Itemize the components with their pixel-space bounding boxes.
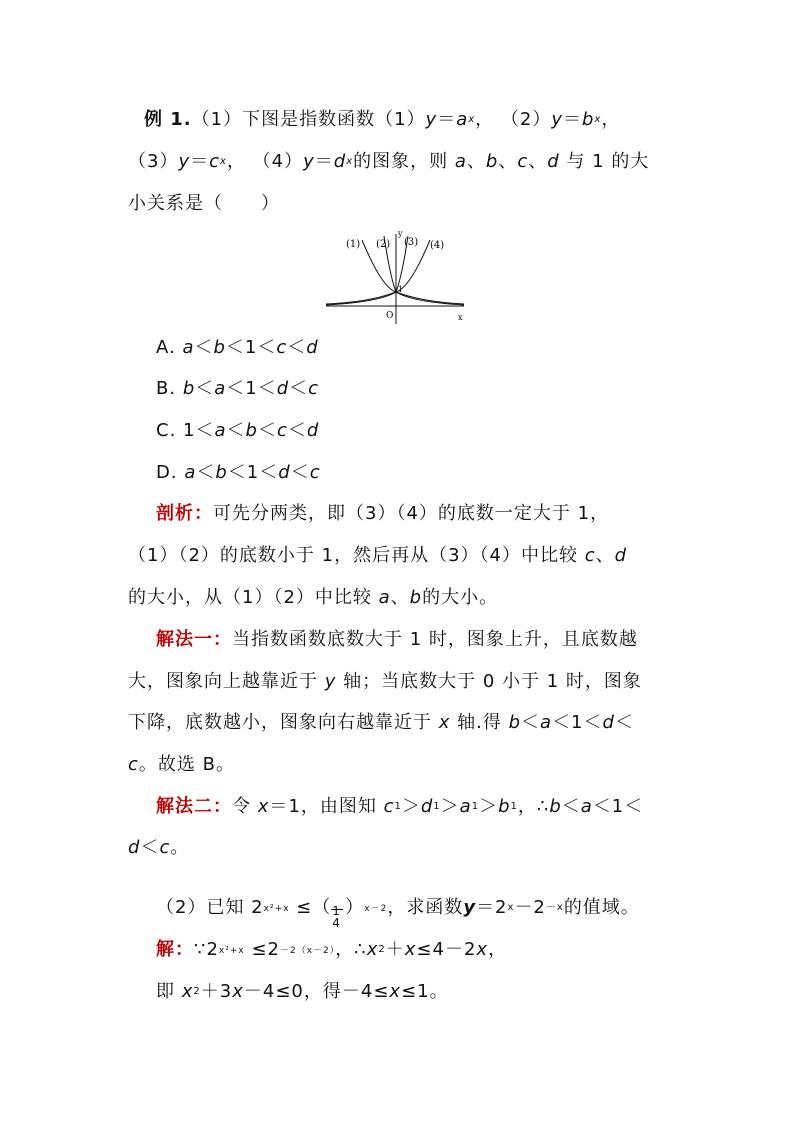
analysis-var-d: d bbox=[614, 545, 628, 566]
method1-text-3b: 轴.得 bbox=[457, 712, 502, 733]
item-1-func: y bbox=[425, 109, 438, 130]
analysis-line-1 bbox=[156, 500, 609, 528]
item-2-sep: ， bbox=[601, 109, 621, 130]
m2-term-0-exp: 1 bbox=[394, 801, 402, 812]
opt-b-t2: a bbox=[214, 378, 227, 399]
item-3-func: y bbox=[178, 151, 191, 172]
method1-text-2b: 轴；当底数大于 0 小于 1 时，图象 bbox=[343, 671, 642, 692]
q1-label: （1） bbox=[191, 109, 243, 130]
q2-nx: －x bbox=[545, 902, 564, 913]
m1-ineq-1: ＜ bbox=[521, 712, 541, 733]
var-c: c bbox=[517, 151, 529, 172]
method1-line-2 bbox=[128, 668, 642, 696]
opt-c-t2: ＜ bbox=[226, 420, 246, 441]
m2-line2-3: 。 bbox=[170, 837, 190, 858]
method1-text-2a: 大，图象向上越靠近于 bbox=[128, 671, 318, 692]
item-3-num: （3） bbox=[128, 151, 179, 172]
opt-c-t0: 1＜ bbox=[183, 420, 215, 441]
m2-term-2-base: a bbox=[459, 796, 472, 817]
analysis-line-2 bbox=[128, 542, 627, 570]
m2-line2-0: d bbox=[128, 837, 141, 858]
opt-b-t5: ＜ bbox=[289, 378, 309, 399]
option-b bbox=[156, 375, 319, 403]
opt-b-t0: b bbox=[182, 378, 196, 399]
origin-label: O bbox=[386, 311, 394, 321]
analysis-line-3 bbox=[128, 584, 498, 612]
var-d: d bbox=[547, 151, 560, 172]
solution-x: x bbox=[404, 939, 417, 960]
m2-ineq-1: ＜ bbox=[561, 796, 581, 817]
opt-b-t4: d bbox=[276, 378, 290, 399]
m2-term-0-op: ＞ bbox=[401, 796, 421, 817]
m2-ineq-0: b bbox=[549, 796, 562, 817]
q2-label: （2）已知 2 bbox=[156, 897, 264, 918]
method1-var-c: c bbox=[128, 754, 139, 775]
opt-c-t7: d bbox=[306, 420, 320, 441]
graph-label-4: (4) bbox=[430, 240, 445, 251]
solution-line2-x2: x bbox=[232, 981, 244, 1002]
method2-therefore: ，∴ bbox=[517, 796, 550, 817]
item-3-base: c bbox=[209, 151, 221, 172]
m2-term-0-base: c bbox=[383, 796, 395, 817]
method1-text-1: 当指数函数底数大于 1 时，图象上升，且底数越 bbox=[232, 629, 638, 650]
analysis-var-c: c bbox=[584, 545, 596, 566]
q2-tail: 的值域。 bbox=[563, 897, 640, 918]
m1-ineq-4: d bbox=[602, 712, 615, 733]
opt-c-t1: a bbox=[214, 420, 227, 441]
solution-comma: ， bbox=[488, 939, 508, 960]
method2-line-2 bbox=[128, 834, 189, 862]
method1-tail: 。故选 B。 bbox=[138, 754, 235, 775]
item-2-func: y bbox=[551, 109, 563, 130]
opt-d-t0: a bbox=[184, 462, 197, 483]
opt-a-t1: ＜ bbox=[194, 337, 214, 358]
opt-c-t5: c bbox=[276, 420, 288, 441]
q2-exp2: x－2 bbox=[364, 904, 388, 914]
item-2-exp: x bbox=[594, 114, 602, 125]
dun-1: 、 bbox=[466, 151, 486, 172]
m1-ineq-3: ＜1＜ bbox=[552, 712, 603, 733]
method2-line-1 bbox=[156, 793, 643, 824]
solution-line2-sq: 2 bbox=[193, 986, 201, 997]
item-4-func: y bbox=[303, 151, 315, 172]
q2-ex: x bbox=[507, 902, 515, 913]
opt-a-t5: ＜ bbox=[287, 337, 307, 358]
method2-eq1: ＝1，由图知 bbox=[269, 796, 377, 817]
graph-label-1: (1) bbox=[346, 239, 361, 250]
opt-d-t4: d bbox=[278, 462, 291, 483]
method2-var-x: x bbox=[257, 796, 270, 817]
q1-intro: 下图是指数函数 bbox=[242, 109, 376, 130]
analysis-dun-1: 、 bbox=[595, 545, 615, 566]
opt-c-t3: b bbox=[245, 420, 258, 441]
opt-b-t6: c bbox=[308, 378, 320, 399]
m2-ineq-2: a bbox=[580, 796, 593, 817]
analysis-dun-2: 、 bbox=[390, 587, 410, 608]
analysis-var-a: a bbox=[378, 587, 391, 608]
opt-b-t1: ＜ bbox=[195, 378, 215, 399]
item-3-exp: x bbox=[220, 156, 227, 167]
q2-var-y: y bbox=[463, 897, 477, 918]
solution-line2-a: 即 bbox=[156, 981, 175, 1002]
opt-d-t5: ＜ bbox=[290, 462, 310, 483]
solution-rhs: ≤4－2 bbox=[416, 939, 477, 960]
example-title: 例 1. bbox=[144, 109, 192, 130]
opt-d-t2: b bbox=[215, 462, 228, 483]
opt-d-t6: c bbox=[309, 462, 321, 483]
solution-text-a: ∵2 bbox=[194, 939, 219, 960]
method1-line-1 bbox=[156, 626, 638, 654]
analysis-text-2: （1）（2）的底数小于 1，然后再从（3）（4）中比较 bbox=[128, 545, 578, 566]
question-line-2 bbox=[128, 148, 649, 179]
q2-eq: ＝2 bbox=[476, 897, 508, 918]
q2-minus: －2 bbox=[514, 897, 546, 918]
opt-a-t0: a bbox=[182, 337, 195, 358]
opt-d-t1: ＜ bbox=[196, 462, 216, 483]
opt-c-t6: ＜ bbox=[287, 420, 307, 441]
solution-sq: 2 bbox=[378, 944, 386, 955]
q2-exp1: x²+x bbox=[263, 904, 290, 914]
solution-x2: x bbox=[366, 939, 379, 960]
item-3-sep: ， bbox=[226, 151, 246, 172]
m2-ineq-3: ＜1＜ bbox=[592, 796, 644, 817]
analysis-tail: 的大小。 bbox=[422, 587, 499, 608]
method1-label: 解法一： bbox=[156, 629, 232, 650]
item-1-sep: ， bbox=[475, 109, 495, 130]
solution-line2-b: ＋3 bbox=[200, 981, 233, 1002]
m2-term-1-exp: 1 bbox=[433, 801, 441, 812]
q1-tail-2: 小关系是（ ） bbox=[128, 193, 280, 214]
analysis-text-3: 的大小，从（1）（2）中比较 bbox=[128, 587, 372, 608]
opt-a-t4: c bbox=[276, 337, 288, 358]
dun-3: 、 bbox=[528, 151, 548, 172]
solution-x3: x bbox=[476, 939, 489, 960]
m1-ineq-2: a bbox=[540, 712, 553, 733]
item-3-eq: ＝ bbox=[190, 151, 210, 172]
q2-le: ≤（ bbox=[289, 897, 332, 918]
q2-frac-num: 1 bbox=[332, 904, 341, 918]
item-4-num: （4） bbox=[252, 151, 304, 172]
solution-line2-x3: x bbox=[389, 981, 402, 1002]
m1-ineq-5: ＜ bbox=[614, 712, 634, 733]
analysis-var-b: b bbox=[409, 587, 423, 608]
m2-term-2-exp: 1 bbox=[471, 801, 480, 812]
option-b-letter: B. bbox=[156, 378, 177, 399]
m2-term-3-base: b bbox=[498, 796, 511, 817]
q2-frac-den: 4 bbox=[332, 916, 341, 930]
opt-a-t3: ＜1＜ bbox=[225, 337, 277, 358]
var-a: a bbox=[454, 151, 467, 172]
q2-line bbox=[156, 894, 640, 930]
item-4-eq: ＝ bbox=[314, 151, 334, 172]
q2-mid: ，求函数 bbox=[387, 897, 464, 918]
item-4-exp: x bbox=[346, 156, 354, 167]
q2-close: ） bbox=[345, 897, 365, 918]
graph-label-2: (2) bbox=[376, 239, 391, 250]
item-1-exp: x bbox=[468, 114, 476, 125]
method1-var-y: y bbox=[324, 671, 337, 692]
item-1-num: （1） bbox=[375, 109, 426, 130]
solution-plus: ＋ bbox=[385, 939, 405, 960]
m2-term-1-base: d bbox=[420, 796, 434, 817]
item-4-base: d bbox=[333, 151, 347, 172]
opt-c-t4: ＜ bbox=[257, 420, 277, 441]
solution-mid: ，∴ bbox=[335, 939, 367, 960]
var-b: b bbox=[485, 151, 499, 172]
question-line-3 bbox=[128, 190, 280, 218]
opt-a-t6: d bbox=[306, 337, 319, 358]
method2-text-a: 令 bbox=[232, 796, 251, 817]
option-a-letter: A. bbox=[156, 337, 176, 358]
solution-line2-d: ≤1。 bbox=[401, 981, 449, 1002]
solution-line2-x: x bbox=[181, 981, 194, 1002]
analysis-label: 剖析： bbox=[156, 503, 213, 524]
y-axis-label: y bbox=[398, 229, 403, 238]
item-2-num: （2） bbox=[500, 109, 552, 130]
m2-line2-2: c bbox=[159, 837, 171, 858]
solution-le: ≤2 bbox=[244, 939, 280, 960]
exponential-graph-figure bbox=[322, 226, 470, 326]
item-1-base: a bbox=[456, 109, 469, 130]
solution-exp2: －2（x－2） bbox=[279, 946, 336, 956]
solution-line-1 bbox=[156, 936, 507, 967]
item-2-eq: ＝ bbox=[563, 109, 582, 130]
opt-b-t3: ＜1＜ bbox=[226, 378, 277, 399]
q1-tail-1: 与 1 的大 bbox=[566, 151, 650, 172]
solution-line-2 bbox=[156, 978, 449, 1009]
q1-rest: 的图象，则 bbox=[353, 151, 449, 172]
option-a bbox=[156, 334, 319, 362]
option-d bbox=[156, 459, 321, 487]
solution-exp1: x²+x bbox=[218, 946, 245, 956]
option-c-letter: C. bbox=[156, 420, 177, 441]
item-2-base: b bbox=[582, 109, 595, 130]
option-c bbox=[156, 417, 319, 445]
m2-term-3-exp: 1 bbox=[510, 801, 518, 812]
m2-line2-1: ＜ bbox=[140, 837, 160, 858]
m2-term-2-op: ＞ bbox=[479, 796, 499, 817]
m1-ineq-0: b bbox=[508, 712, 522, 733]
opt-a-t2: b bbox=[213, 337, 226, 358]
item-1-eq: ＝ bbox=[437, 109, 457, 130]
graph-label-3: (3) bbox=[404, 237, 419, 248]
m2-term-1-op: ＞ bbox=[440, 796, 460, 817]
opt-d-t3: ＜1＜ bbox=[227, 462, 279, 483]
method1-var-x: x bbox=[438, 712, 451, 733]
analysis-text-1: 可先分两类，即（3）（4）的底数一定大于 1， bbox=[213, 503, 610, 524]
solution-label: 解： bbox=[156, 939, 194, 960]
x-axis-label: x bbox=[458, 313, 463, 322]
method1-line-3 bbox=[128, 709, 634, 737]
solution-line2-c: －4≤0，得－4≤ bbox=[243, 981, 390, 1002]
dun-2: 、 bbox=[498, 151, 518, 172]
method1-line-4 bbox=[128, 751, 235, 779]
question-line-1 bbox=[144, 106, 620, 137]
option-d-letter: D. bbox=[156, 462, 178, 483]
method2-label: 解法二： bbox=[156, 796, 232, 817]
one-label: 1 bbox=[398, 285, 404, 294]
method1-text-3a: 下降，底数越小，图象向右越靠近于 bbox=[128, 712, 432, 733]
